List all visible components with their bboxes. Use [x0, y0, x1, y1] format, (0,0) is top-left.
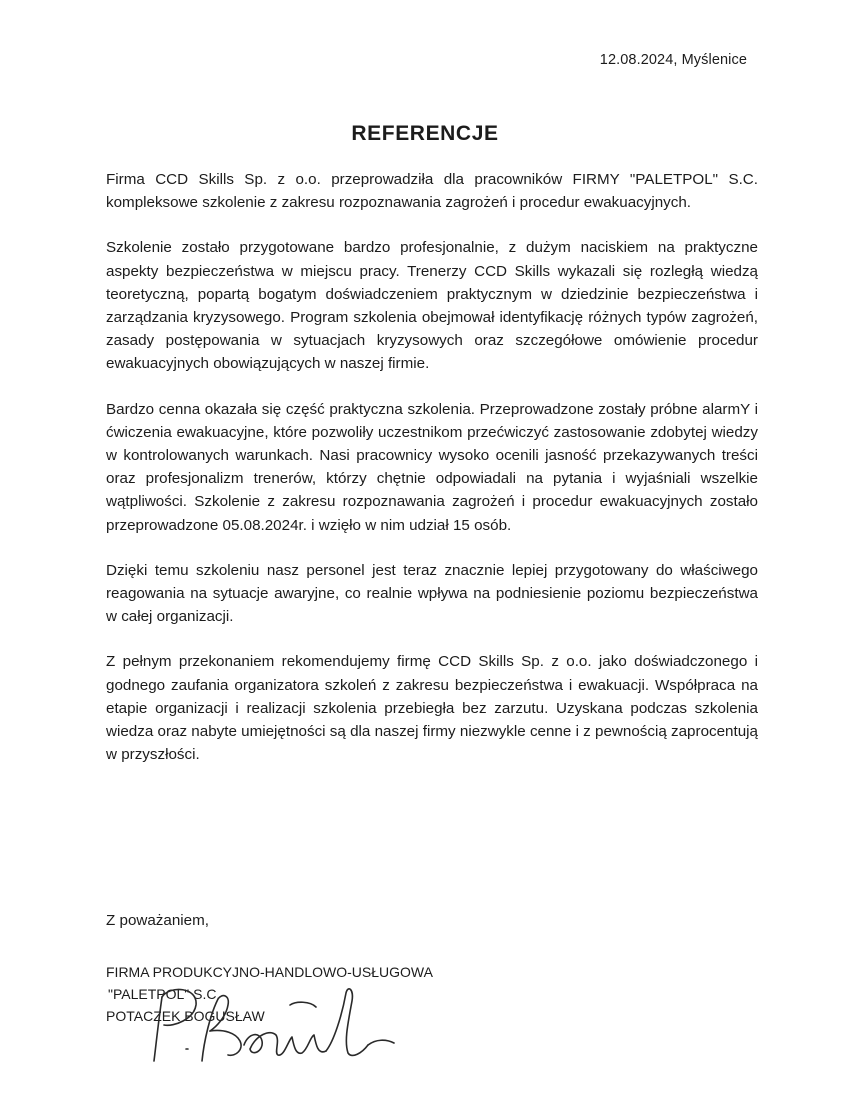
date-place: 12.08.2024, Myślenice — [599, 52, 747, 68]
handwritten-signature — [140, 975, 420, 1075]
paragraph-5: Z pełnym przekonaniem rekomendujemy firmę CCD Skills Sp. z o.o. jako doświadczonego i godnego zaufania organizatora szkoleń z zakresu bezpieczeństwa i ewakuacji. Współpraca na etapie organizacji i realizacji szkolenia przebiegła bez zarzutu. Uzyskana podczas szkolenia wiedza oraz nabyte umiejętności są dla naszej firmy niezwykle cenne i z pewnością zaprocentują w przyszłości. — [106, 653, 758, 764]
signature-company-line: FIRMA PRODUKCYJNO-HANDLOWO-USŁUGOWA — [106, 964, 433, 980]
closing-greeting: Z poważaniem, — [106, 912, 209, 929]
paragraph-3: Bardzo cenna okazała się część praktyczna szkolenia. Przeprowadzone zostały próbne alarmY i ćwiczenia ewakuacyjne, które pozwoliły uczestnikom przećwiczyć zastosowanie zdobytej wiedzy w kontrolowanych warunkach. Nasi pracownicy wysoko ocenili jasność przekazywanych treści oraz profesjonalizm trenerów, którzy chętnie odpowiadali na pytania i wyjaśniali wszelkie wątpliwości. Szkolenie z zakresu rozpoznawania zagrożeń i procedur ewakuacyjnych zostało przeprowadzone 05.08.2024r. i wzięło w nim udział 15 osób. — [106, 400, 758, 534]
signature-person: POTACZEK BOGUSŁAW — [106, 1008, 265, 1024]
document-title: REFERENCJE — [351, 122, 499, 145]
signature-company-name: "PALETPOL" S.C. — [108, 986, 221, 1002]
paragraph-2: Szkolenie zostało przygotowane bardzo profesjonalnie, z dużym naciskiem na praktyczne aspekty bezpieczeństwa w miejscu pracy. Trenerzy CCD Skills wykazali się rozległą wiedzą teoretyczną, popartą bogatym doświadczeniem praktycznym w dziedzinie bezpieczeństwa i zarządzania kryzysowego. Program szkolenia obejmował identyfikację różnych typów zagrożeń, zasady postępowania w sytuacjach kryzysowych oraz szczegółowe omówienie procedur ewakuacyjnych obowiązujących w naszej firmie. — [106, 239, 758, 373]
paragraph-4: Dzięki temu szkoleniu nasz personel jest teraz znacznie lepiej przygotowany do właściwego reagowania na sytuacje awaryjne, co realnie wpływa na podniesienie poziomu bezpieczeństwa w całej organizacji. — [106, 561, 758, 626]
document-body — [106, 168, 758, 788]
paragraph-1: Firma CCD Skills Sp. z o.o. przeprowadziła dla pracowników FIRMY "PALETPOL" S.C. kompleksowe szkolenie z zakresu rozpoznawania zagrożeń i procedur ewakuacyjnych. — [106, 171, 758, 212]
